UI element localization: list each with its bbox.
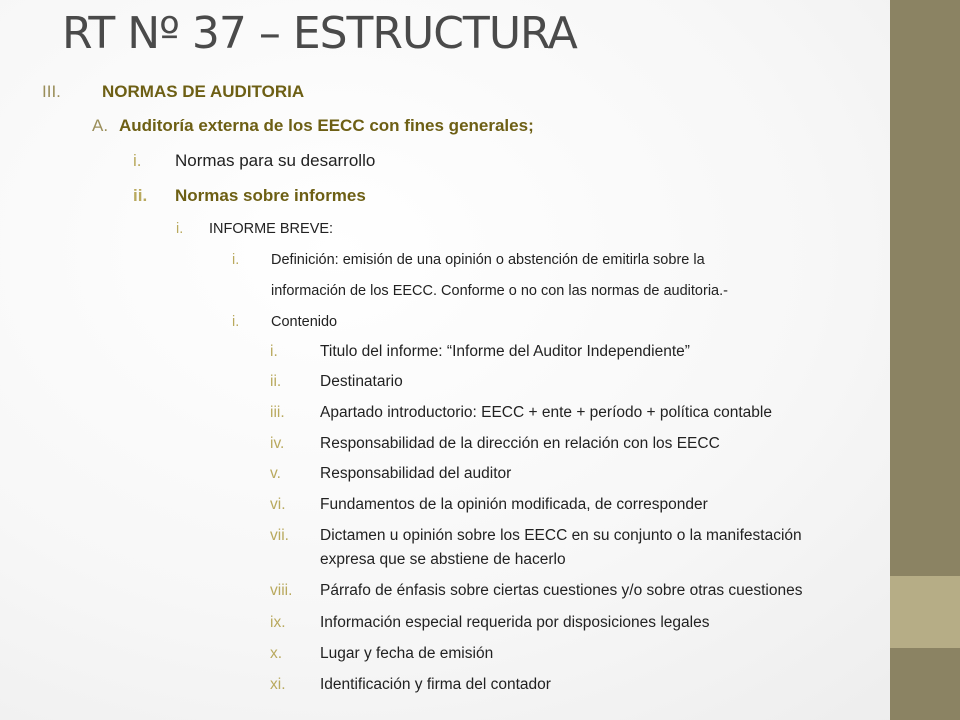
- norm-number: ii.: [133, 186, 148, 205]
- contenido-number: i.: [232, 314, 240, 330]
- list-item-text: Identificación y firma del contador: [320, 676, 551, 693]
- list-item-text: Responsabilidad del auditor: [320, 465, 512, 482]
- list-item-number: vi.: [270, 496, 286, 513]
- contenido-label: Contenido: [271, 314, 338, 330]
- list-item-number: i.: [270, 343, 278, 360]
- list-item-text: Titulo del informe: “Informe del Auditor Independiente”: [320, 343, 690, 360]
- list-item-text: Información especial requerida por disposiciones legales: [320, 614, 710, 631]
- subsection-number: A.: [92, 116, 109, 135]
- list-item-number: iv.: [270, 435, 285, 452]
- informe-label: INFORME BREVE:: [209, 221, 334, 237]
- slide-title: RT Nº 37 – ESTRUCTURA: [62, 8, 577, 59]
- list-item-text: Fundamentos de la opinión modificada, de corresponder: [320, 496, 708, 513]
- list-item-text: Párrafo de énfasis sobre ciertas cuestiones y/o sobre otras cuestiones: [320, 582, 803, 599]
- list-item-text: Destinatario: [320, 373, 403, 390]
- list-item-number: iii.: [270, 404, 285, 421]
- list-item-text: Apartado introductorio: EECC + ente + período + política contable: [320, 404, 772, 421]
- definicion-text: Definición: emisión de una opinión o abstención de emitirla sobre la: [271, 252, 705, 268]
- list-item-text: Lugar y fecha de emisión: [320, 645, 494, 662]
- list-item-number: v.: [270, 465, 281, 482]
- sidebar-accent-block: [890, 576, 960, 648]
- list-item-text: Responsabilidad de la dirección en relación con los EECC: [320, 435, 720, 452]
- list-item-continued: [320, 551, 566, 569]
- informe-number: i.: [176, 221, 184, 237]
- list-item-number: ii.: [270, 373, 282, 390]
- norm-label: Normas sobre informes: [175, 186, 366, 205]
- norm-label: Normas para su desarrollo: [175, 151, 376, 170]
- subsection-label: Auditoría externa de los EECC con fines generales;: [119, 116, 534, 135]
- definicion-line-2: [271, 283, 728, 299]
- norm-number: i.: [133, 151, 142, 170]
- list-item-number: vii.: [270, 527, 289, 544]
- list-item-text-continued: expresa que se abstiene de hacerlo: [320, 551, 566, 568]
- definicion-text-continued: información de los EECC. Conforme o no con las normas de auditoria.-: [271, 283, 728, 299]
- list-item-number: xi.: [270, 676, 286, 693]
- definicion-number: i.: [232, 252, 240, 268]
- list-item-number: viii.: [270, 582, 293, 599]
- section-number: III.: [42, 82, 61, 101]
- list-item-number: x.: [270, 645, 283, 662]
- list-item-text: Dictamen u opinión sobre los EECC en su conjunto o la manifestación: [320, 527, 802, 544]
- list-item-number: ix.: [270, 614, 286, 631]
- section-label: NORMAS DE AUDITORIA: [102, 82, 305, 101]
